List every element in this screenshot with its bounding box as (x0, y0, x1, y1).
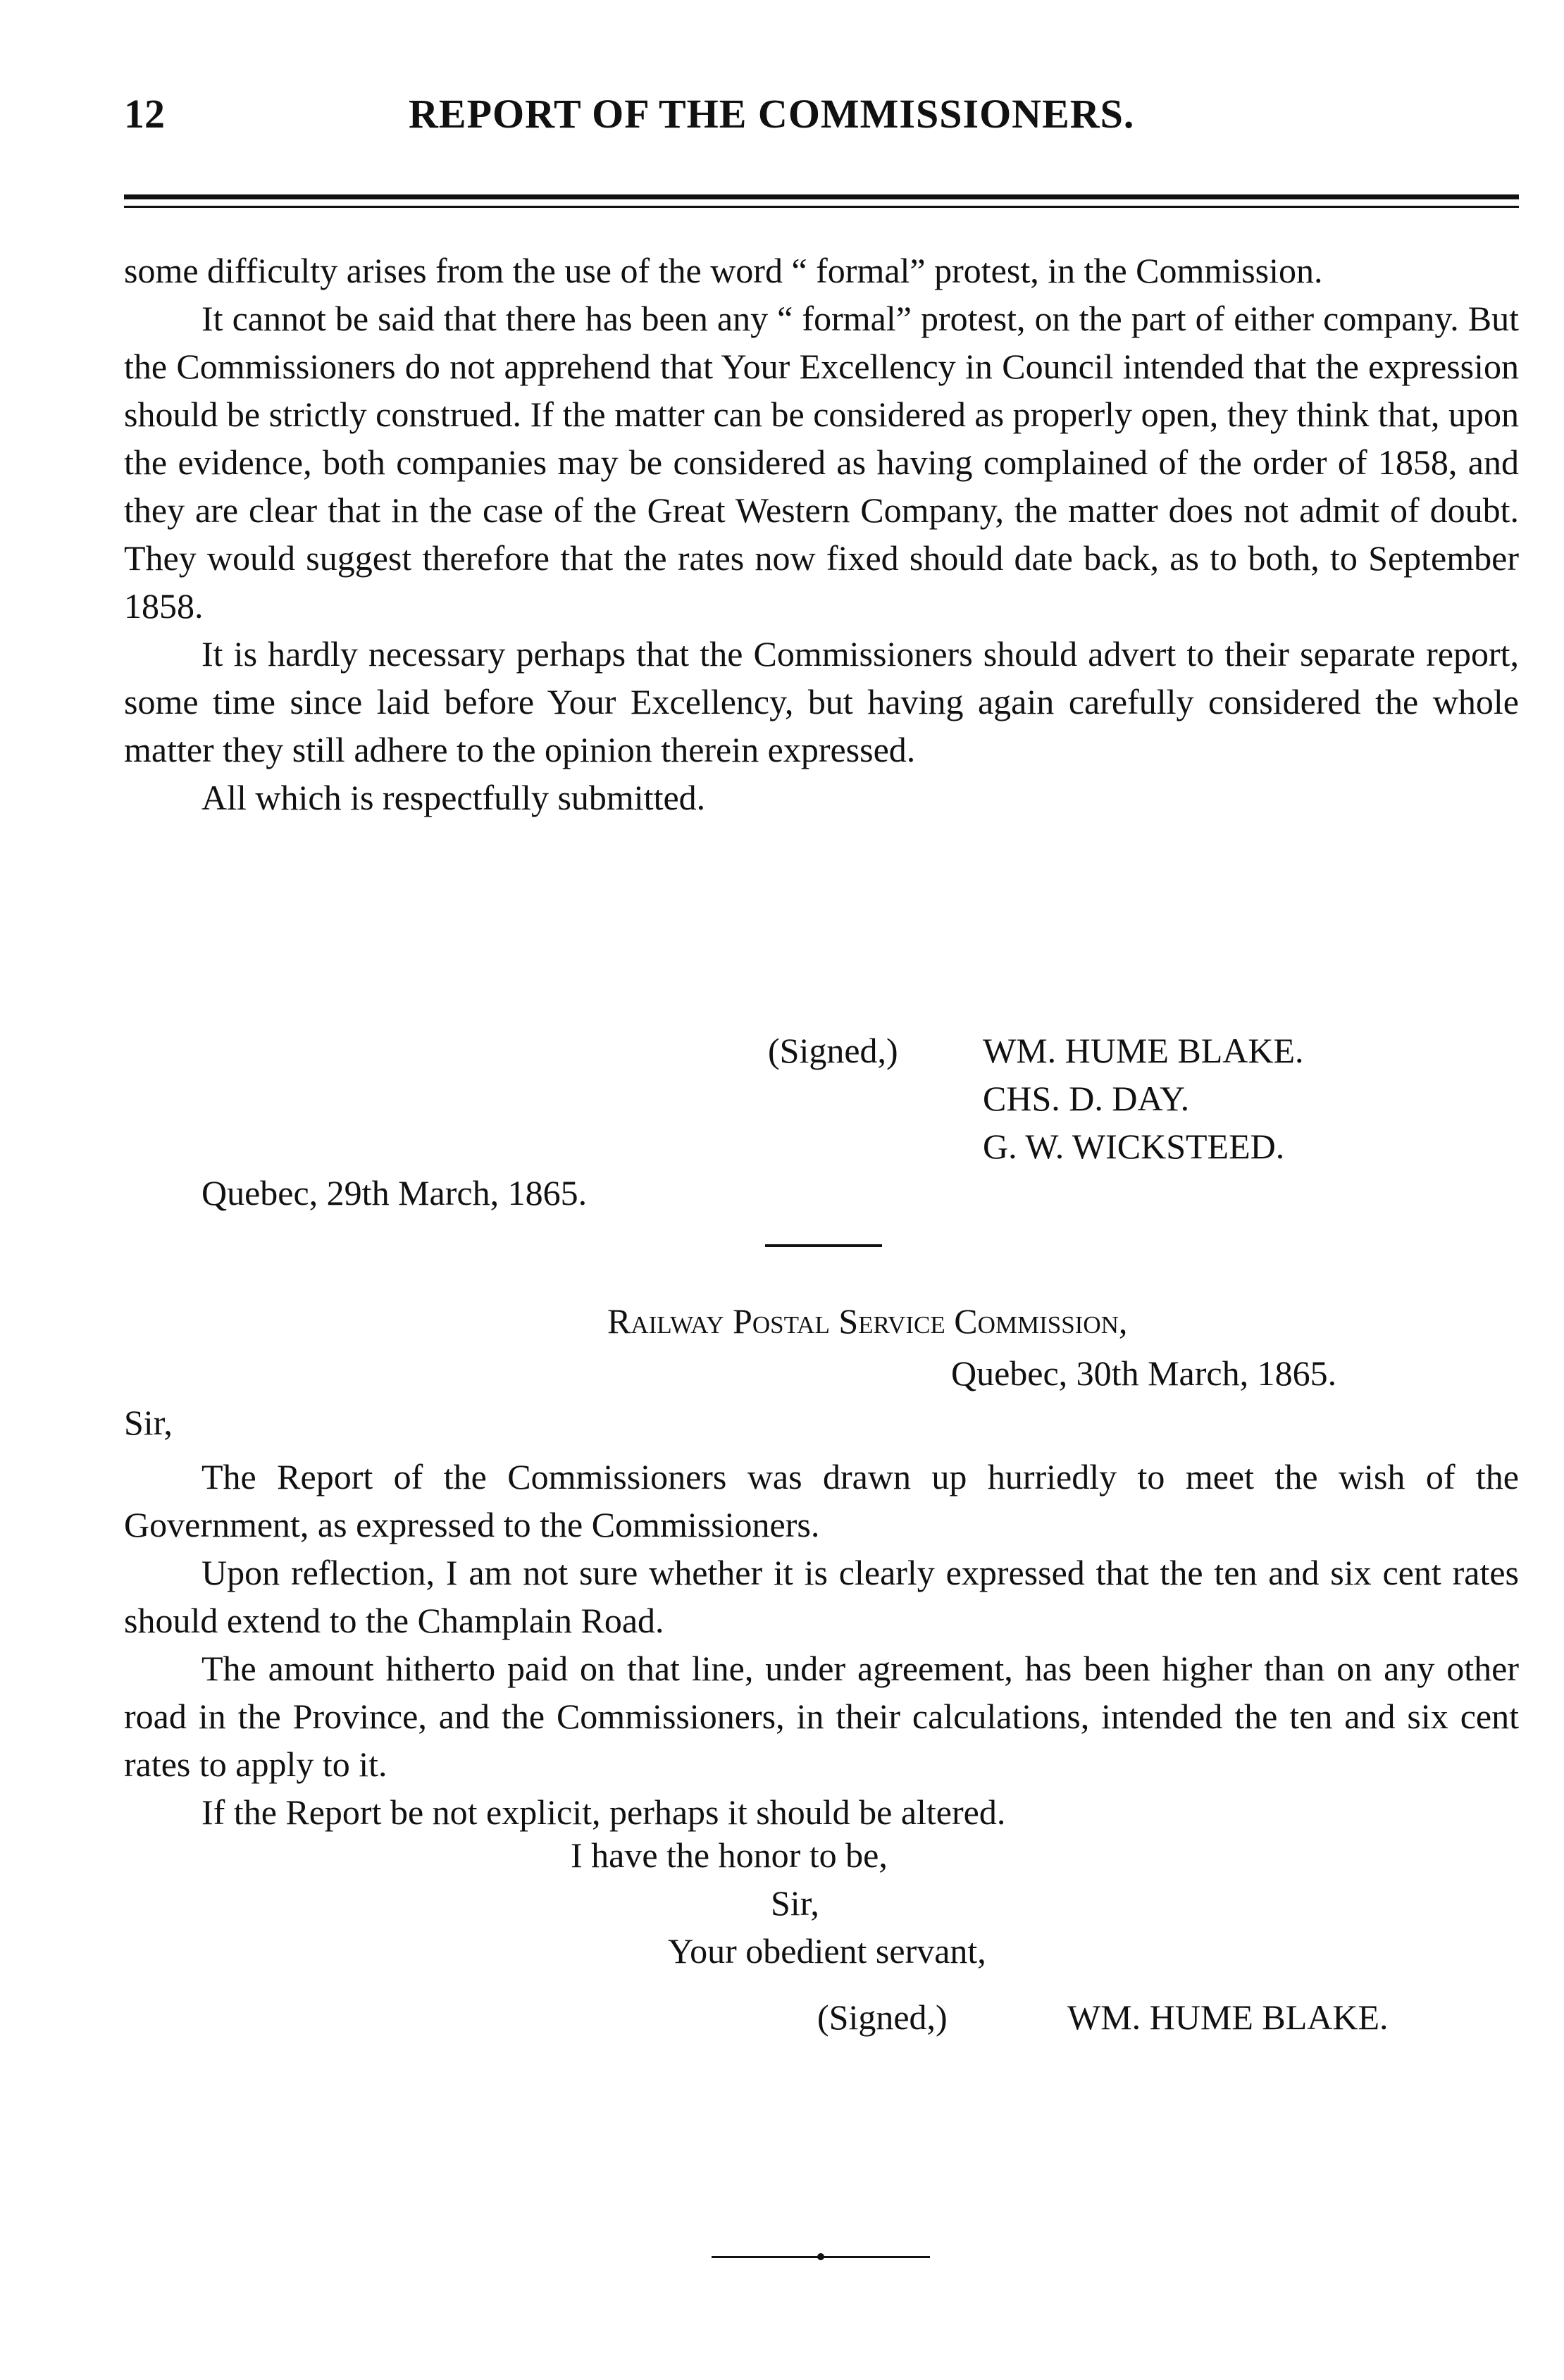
report-signed-label: (Signed,) (768, 1031, 898, 1070)
letter-closing-line: I have the honor to be, (571, 1835, 888, 1875)
header-rule-thick (124, 194, 1519, 199)
letter-paragraph: The amount hitherto paid on that line, under agreement, has been higher than on any other road in the Province, and the Commissioners, in their calculations, intended the ten and six cent rates to apply to it. (124, 1649, 1519, 1784)
letter-closing-line: Sir, (771, 1883, 819, 1923)
report-body (124, 247, 1519, 822)
letter-paragraph: The Report of the Commissioners was drawn up hurriedly to meet the wish of the Government, as expressed to the Commissioners. (124, 1457, 1519, 1544)
report-paragraph: It cannot be said that there has been any “ formal” protest, on the part of either company. But the Commissioners do not apprehend that Your Excellency in Council intended that the expression should be strictly construed. If the matter can be considered as properly open, they think that, upon the evidence, both companies may be considered as having complained of the order of 1858, and they are clear that in the case of the Great Western Company, the matter does not admit of doubt. They would suggest therefore that the rates now fixed should date back, as to both, to September 1858. (124, 299, 1519, 626)
letter-heading: Railway Postal Service Commission, (607, 1301, 1128, 1341)
letter-dateline: Quebec, 30th March, 1865. (951, 1353, 1337, 1393)
letter-salutation: Sir, (124, 1403, 173, 1442)
report-signatory: CHS. D. DAY. (983, 1079, 1190, 1118)
header-rule-thin (124, 206, 1519, 208)
report-paragraph: It is hardly necessary perhaps that the Commissioners should advert to their separate report, some time since laid before Your Excellency, but having again carefully considered the whole matter they still adhere to the opinion therein expressed. (124, 634, 1519, 769)
letter-signed-label: (Signed,) (817, 1997, 948, 2037)
report-signatory: G. W. WICKSTEED. (983, 1127, 1285, 1166)
letter-signatory: WM. HUME BLAKE. (1067, 1997, 1389, 2037)
report-date: Quebec, 29th March, 1865. (201, 1173, 588, 1213)
letter-body (124, 1453, 1519, 1836)
report-paragraph: All which is respectfully submitted. (201, 778, 706, 817)
report-paragraph: some difficulty arises from the use of the word “ formal” protest, in the Commission. (124, 251, 1323, 290)
page-number: 12 (124, 91, 165, 137)
running-head: REPORT OF THE COMMISSIONERS. (409, 91, 1135, 137)
letter-paragraph: Upon reflection, I am not sure whether it is clearly expressed that the ten and six cent rates should extend to the Champlain Road. (124, 1553, 1519, 1640)
letter-paragraph: If the Report be not explicit, perhaps it should be altered. (201, 1792, 1006, 1832)
section-divider-rule (765, 1244, 882, 1247)
letter-closing-line: Your obedient servant, (668, 1931, 986, 1971)
end-ornament-dot (817, 2253, 824, 2260)
page-header (0, 90, 1564, 147)
report-signatory: WM. HUME BLAKE. (983, 1031, 1304, 1070)
